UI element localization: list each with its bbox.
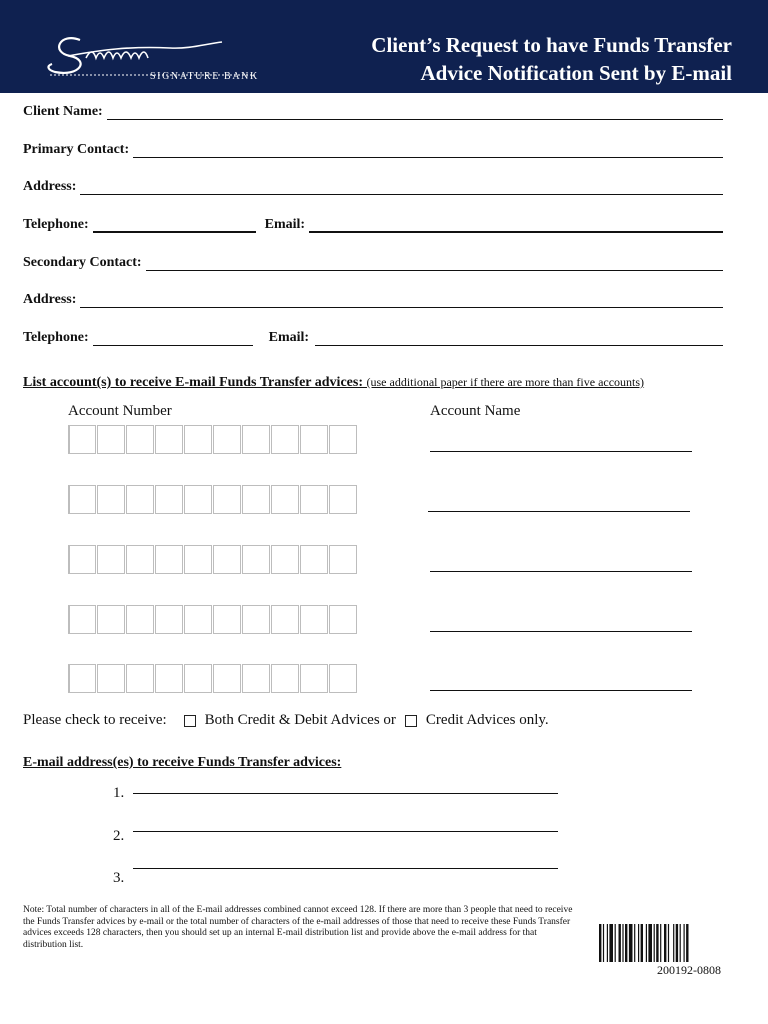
email-label-1: Email:	[264, 217, 306, 232]
both-advices-checkbox[interactable]	[184, 715, 196, 727]
emails-heading: E-mail address(es) to receive Funds Transfer advices:	[23, 755, 342, 770]
email-address-field-2[interactable]	[133, 830, 558, 832]
barcode-bar	[625, 924, 627, 962]
account-digit-box[interactable]	[184, 485, 212, 514]
barcode-bar	[676, 924, 678, 962]
account-number-boxes	[68, 425, 358, 454]
account-digit-box[interactable]	[213, 425, 241, 454]
account-digit-box[interactable]	[126, 485, 154, 514]
barcode-bar	[607, 924, 608, 962]
barcode-bar	[686, 924, 688, 962]
barcode-bar	[638, 924, 639, 962]
barcode-icon	[599, 924, 721, 962]
account-digit-box[interactable]	[126, 605, 154, 634]
account-digit-box[interactable]	[329, 425, 357, 454]
accounts-heading-text: List account(s) to receive E-mail Funds Transfer advices:	[23, 375, 363, 390]
account-digit-box[interactable]	[271, 425, 299, 454]
account-digit-box[interactable]	[213, 605, 241, 634]
address-label-1: Address:	[23, 179, 77, 194]
account-digit-box[interactable]	[155, 545, 183, 574]
title-line-2: Advice Notification Sent by E-mail	[420, 61, 732, 85]
account-digit-box[interactable]	[68, 425, 96, 454]
account-digit-box[interactable]	[242, 664, 270, 693]
account-digit-box[interactable]	[329, 545, 357, 574]
secondary-contact-field[interactable]	[146, 256, 723, 271]
address-label-2: Address:	[23, 292, 77, 307]
barcode-bar	[654, 924, 655, 962]
account-digit-box[interactable]	[213, 485, 241, 514]
telephone-email-row-1	[23, 213, 723, 233]
email-field-2[interactable]	[315, 331, 723, 346]
account-digit-box[interactable]	[300, 605, 328, 634]
bank-name: SIGNATURE BANK	[150, 71, 259, 82]
check-label: Please check to receive:	[23, 712, 167, 728]
credit-only-checkbox[interactable]	[405, 715, 417, 727]
barcode-bar	[680, 924, 681, 962]
account-digit-box[interactable]	[155, 485, 183, 514]
account-digit-box[interactable]	[271, 605, 299, 634]
barcode-bar	[622, 924, 623, 962]
account-digit-box[interactable]	[97, 605, 125, 634]
account-name-field[interactable]	[430, 570, 692, 572]
client-name-label: Client Name:	[23, 104, 103, 119]
barcode-bar	[660, 924, 661, 962]
barcode-bar	[664, 924, 666, 962]
address-row-2	[23, 288, 723, 308]
telephone-email-row-2	[23, 326, 723, 346]
footnote: Note: Total number of characters in all of the E-mail addresses combined cannot exceed 128. If there are more than 3 people that need to receive the Funds Transfer advices by e-mail or the total number of characters of the e-mail addresses of those that need to receive these Funds Transfer advices exceeds 128 characters, then you should set up an internal E-mail distribution list and provide above the e-mail address for that distribution list.	[23, 905, 573, 950]
account-digit-box[interactable]	[300, 425, 328, 454]
account-digit-box[interactable]	[97, 485, 125, 514]
account-digit-box[interactable]	[155, 664, 183, 693]
account-digit-box[interactable]	[155, 605, 183, 634]
account-number-boxes	[68, 485, 358, 514]
account-name-header: Account Name	[430, 403, 521, 419]
account-digit-box[interactable]	[271, 545, 299, 574]
account-digit-box[interactable]	[68, 605, 96, 634]
account-digit-box[interactable]	[126, 425, 154, 454]
telephone-label-2: Telephone:	[23, 330, 89, 345]
barcode-bar	[646, 924, 647, 962]
primary-contact-label: Primary Contact:	[23, 142, 130, 157]
account-digit-box[interactable]	[329, 605, 357, 634]
account-digit-box[interactable]	[184, 664, 212, 693]
barcode-bar	[609, 924, 613, 962]
account-digit-box[interactable]	[184, 605, 212, 634]
barcode-bar	[619, 924, 621, 962]
account-digit-box[interactable]	[97, 425, 125, 454]
accounts-heading-note: (use additional paper if there are more than five accounts)	[366, 375, 645, 389]
account-digit-box[interactable]	[329, 664, 357, 693]
account-digit-box[interactable]	[68, 545, 96, 574]
account-name-field[interactable]	[430, 630, 692, 632]
email-address-field-1[interactable]	[133, 792, 558, 794]
both-advices-label: Both Credit & Debit Advices or	[204, 712, 396, 728]
header-banner	[0, 0, 768, 93]
account-digit-box[interactable]	[242, 605, 270, 634]
email-address-field-3[interactable]	[133, 867, 558, 869]
secondary-contact-label: Secondary Contact:	[23, 255, 142, 270]
barcode-bar	[634, 924, 635, 962]
barcode-bar	[615, 924, 616, 962]
account-digit-box[interactable]	[271, 485, 299, 514]
account-name-field[interactable]	[428, 510, 690, 512]
barcode-bar	[656, 924, 658, 962]
account-digit-box[interactable]	[68, 485, 96, 514]
barcode-bar	[684, 924, 685, 962]
account-digit-box[interactable]	[184, 545, 212, 574]
telephone-label-1: Telephone:	[23, 217, 89, 232]
account-digit-box[interactable]	[155, 425, 183, 454]
telephone-field-1[interactable]	[93, 217, 256, 233]
barcode-bar	[629, 924, 633, 962]
account-number-boxes	[68, 605, 358, 634]
title-line-1: Client’s Request to have Funds Transfer	[371, 33, 732, 57]
accounts-heading	[23, 375, 644, 391]
primary-contact-row	[23, 138, 723, 158]
address-field-1[interactable]	[80, 180, 723, 195]
account-digit-box[interactable]	[184, 425, 212, 454]
telephone-field-2[interactable]	[93, 331, 253, 346]
address-row-1	[23, 175, 723, 195]
barcode-bar	[673, 924, 674, 962]
account-digit-box[interactable]	[271, 664, 299, 693]
account-digit-box[interactable]	[126, 545, 154, 574]
account-digit-box[interactable]	[300, 545, 328, 574]
email-item-number-1: 1.	[113, 785, 125, 801]
account-digit-box[interactable]	[242, 485, 270, 514]
page-title	[371, 31, 732, 87]
account-number-boxes	[68, 664, 358, 693]
account-digit-box[interactable]	[97, 664, 125, 693]
secondary-contact-row	[23, 251, 723, 271]
account-name-field[interactable]	[430, 689, 692, 691]
barcode-bar	[668, 924, 669, 962]
account-digit-box[interactable]	[213, 664, 241, 693]
account-name-field[interactable]	[430, 450, 692, 452]
account-digit-box[interactable]	[329, 485, 357, 514]
account-number-header: Account Number	[68, 403, 172, 419]
account-number-boxes	[68, 545, 358, 574]
barcode-bar	[641, 924, 643, 962]
account-digit-box[interactable]	[300, 664, 328, 693]
barcode-bar	[603, 924, 604, 962]
primary-contact-field[interactable]	[133, 143, 723, 158]
barcode-bar	[648, 924, 652, 962]
account-digit-box[interactable]	[97, 545, 125, 574]
barcode-bar	[599, 924, 601, 962]
client-name-field[interactable]	[107, 105, 723, 120]
account-digit-box[interactable]	[242, 425, 270, 454]
account-digit-box[interactable]	[126, 664, 154, 693]
credit-only-label: Credit Advices only.	[425, 712, 549, 728]
email-field-1[interactable]	[309, 217, 723, 233]
form-number: 200192-0808	[657, 963, 721, 977]
check-row	[23, 712, 549, 729]
account-digit-box[interactable]	[242, 545, 270, 574]
account-digit-box[interactable]	[68, 664, 96, 693]
email-label-2: Email:	[268, 330, 310, 345]
account-digit-box[interactable]	[213, 545, 241, 574]
email-item-number-3: 3.	[113, 870, 125, 886]
address-field-2[interactable]	[80, 293, 723, 308]
account-digit-box[interactable]	[300, 485, 328, 514]
client-name-row	[23, 100, 723, 120]
email-item-number-2: 2.	[113, 828, 125, 844]
